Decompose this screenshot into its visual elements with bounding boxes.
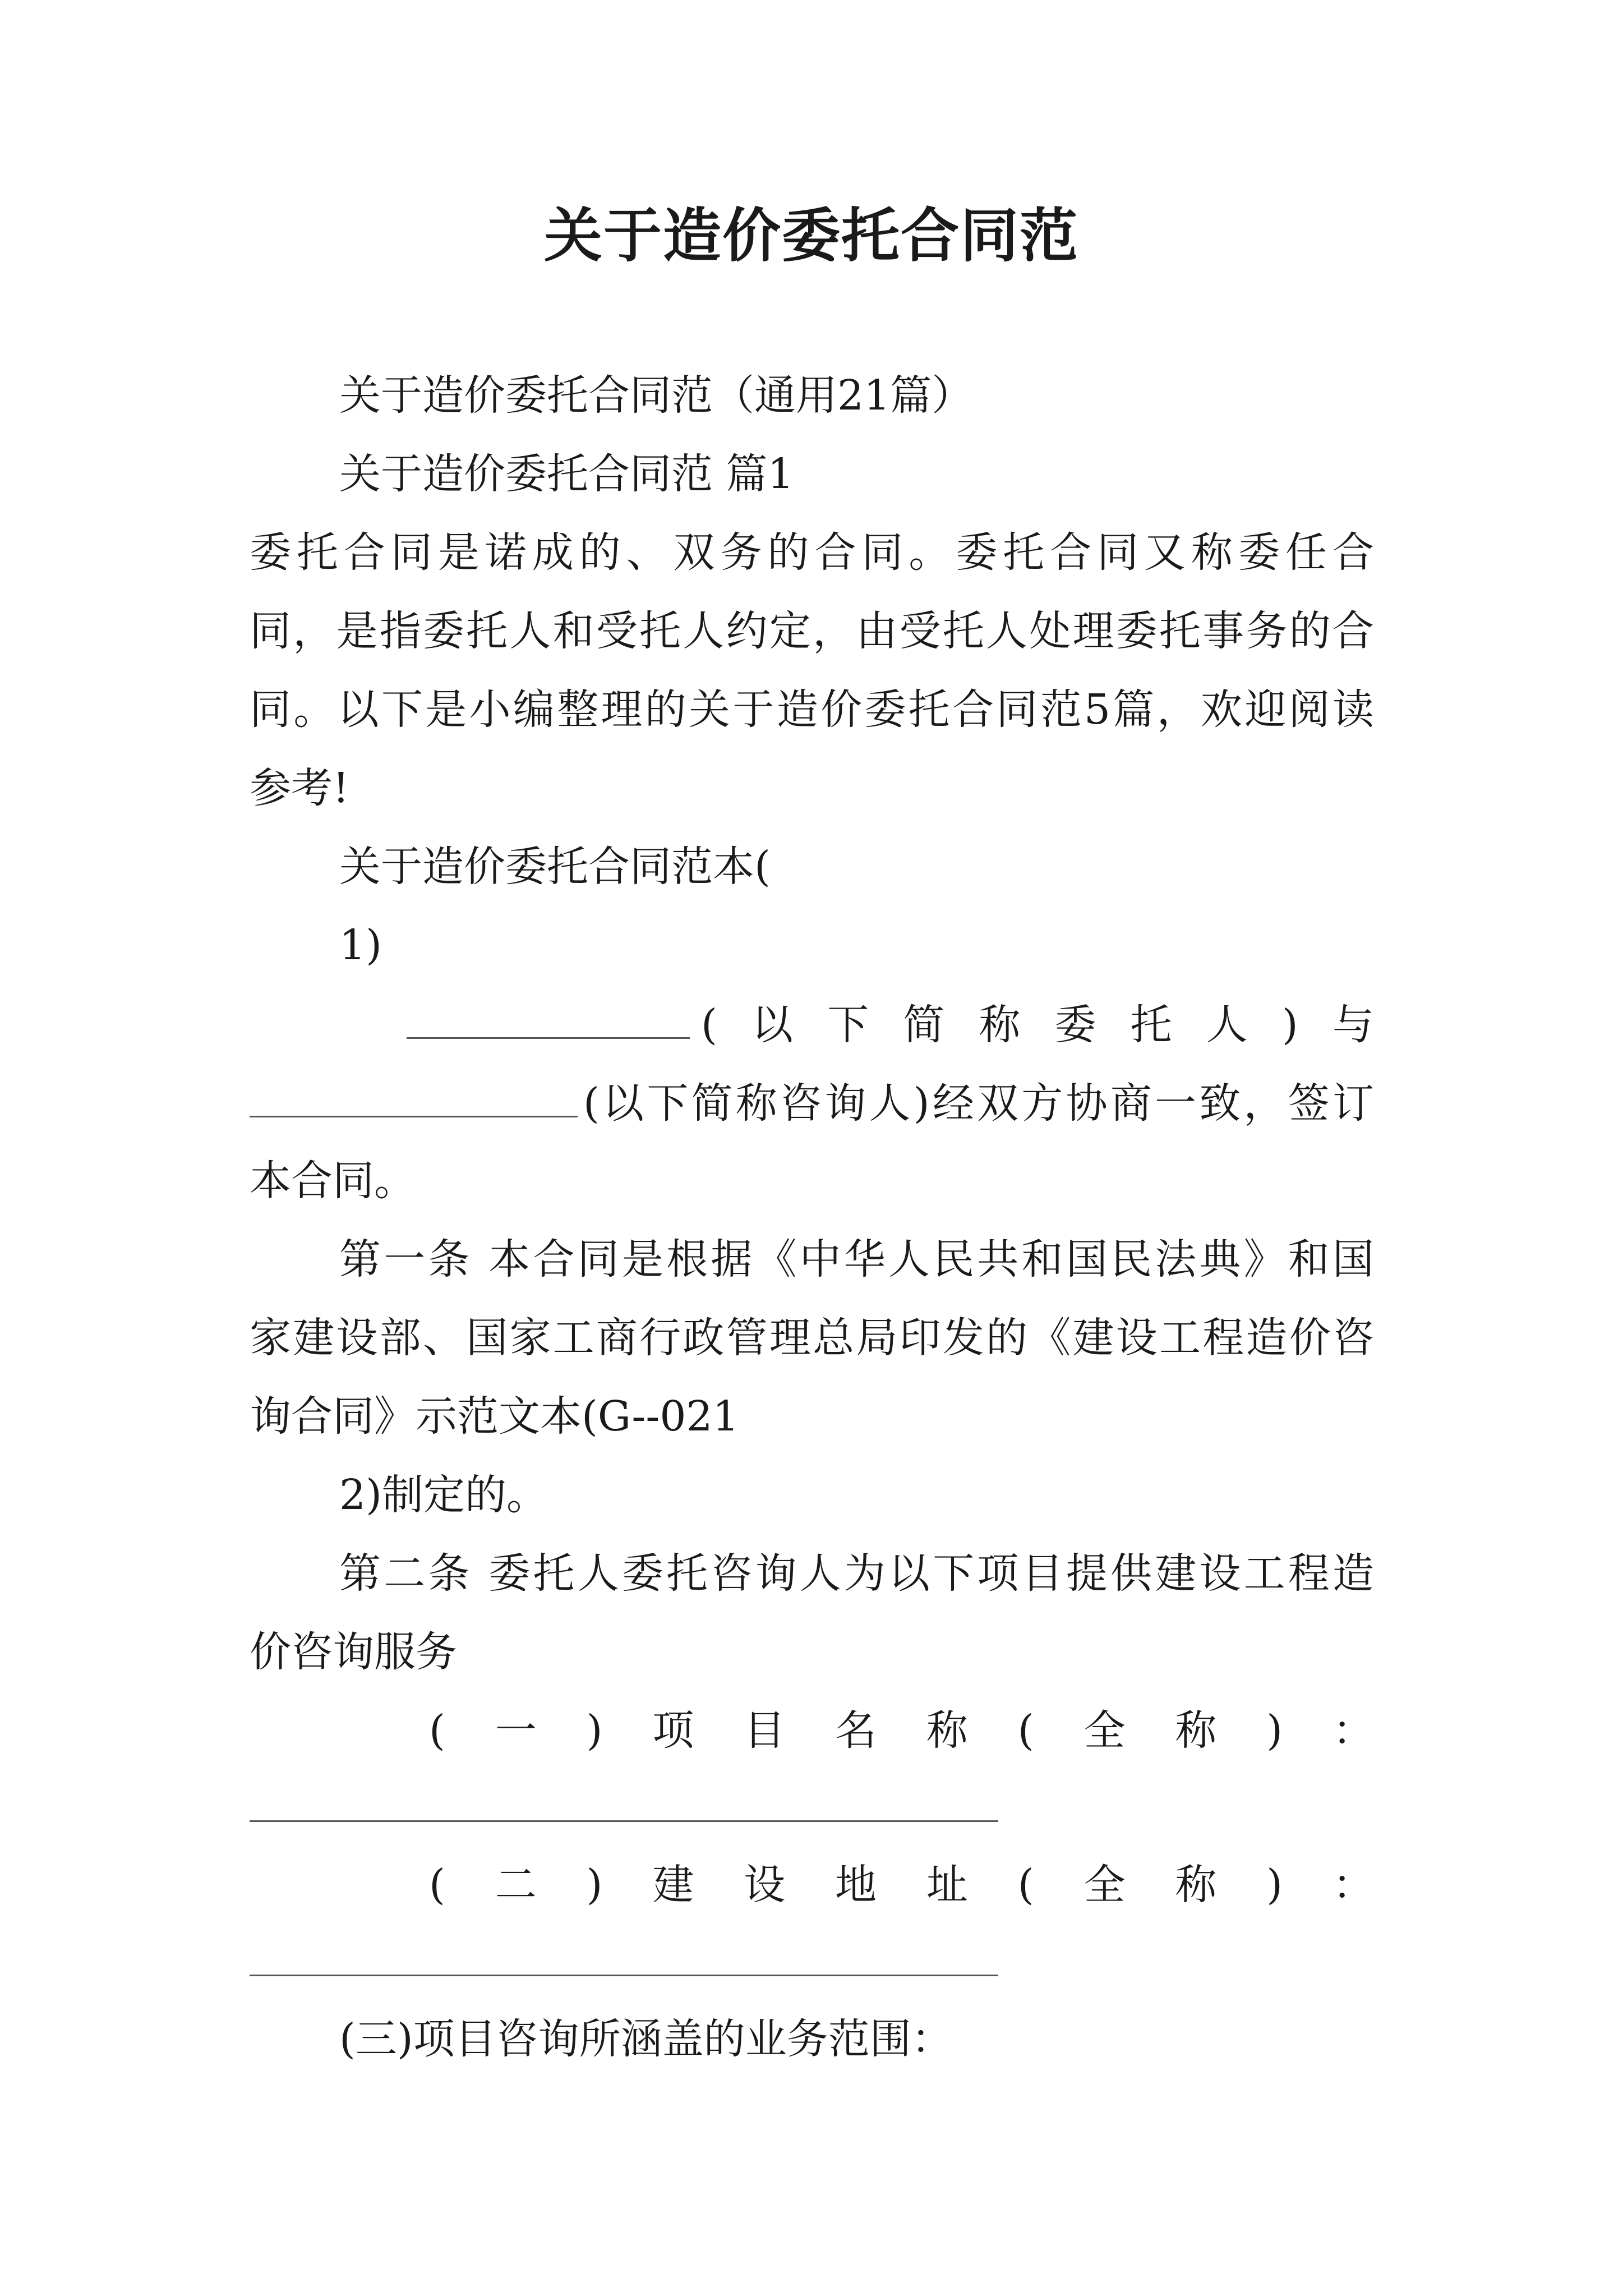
- char: 以: [751, 1001, 793, 1049]
- char: 与: [1332, 1001, 1374, 1049]
- char: ): [1266, 1861, 1283, 1909]
- intro-line-3: 同。以下是小编整理的关于造价委托合同范5篇，欢迎阅读: [250, 685, 1374, 734]
- char: 全: [1083, 1861, 1126, 1909]
- char: 目: [744, 1706, 786, 1755]
- party-line-1-text: [701, 997, 1374, 1053]
- char: 下: [827, 1001, 869, 1049]
- char: (: [701, 1001, 717, 1049]
- char: 地: [835, 1861, 877, 1909]
- char: ): [586, 1706, 603, 1755]
- char: 托: [1130, 1001, 1172, 1049]
- char: 人: [1206, 1001, 1248, 1049]
- article-1-line-2: 家建设部、国家工商行政管理总局印发的《建设工程造价咨: [250, 1314, 1374, 1362]
- article-1-tail: 2)制定的。: [339, 1471, 548, 1519]
- char: ): [586, 1861, 603, 1909]
- char: 名: [835, 1706, 877, 1755]
- char: 简: [903, 1001, 945, 1049]
- sample-number: 1): [339, 921, 382, 969]
- char: (: [1017, 1706, 1034, 1755]
- char: (: [429, 1861, 445, 1909]
- char: 称: [1175, 1861, 1217, 1909]
- article-2-line-2: 价咨询服务: [250, 1628, 457, 1676]
- intro-line-2: 同，是指委托人和受托人约定，由受托人处理委托事务的合: [250, 607, 1374, 655]
- section-heading: 关于造价委托合同范 篇1: [339, 450, 794, 498]
- char: ): [1281, 1001, 1298, 1049]
- intro-line-1: 委托合同是诺成的、双务的合同。委托合同又称委任合: [250, 528, 1374, 577]
- intro-line-4: 参考!: [250, 764, 349, 812]
- char: ：: [1332, 1861, 1374, 1909]
- char: 称: [1175, 1706, 1217, 1755]
- construction-address-blank: [250, 1975, 998, 1976]
- party-line-2-text: (以下简称咨询人)经双方协商一致，签订: [583, 1079, 1374, 1128]
- article-2-line-1: 第二条 委托人委托咨询人为以下项目提供建设工程造: [339, 1549, 1374, 1598]
- item-3-business-scope: (三)项目咨询所涵盖的业务范围：: [339, 2015, 953, 2063]
- item-1-project-name: [429, 1703, 1374, 1759]
- consultant-name-blank: [250, 1074, 578, 1117]
- char: 称: [979, 1001, 1021, 1049]
- char: 全: [1083, 1706, 1126, 1755]
- char: 项: [652, 1706, 694, 1755]
- char: 称: [926, 1706, 968, 1755]
- document-title: 关于造价委托合同范: [543, 201, 1079, 270]
- document-subtitle: 关于造价委托合同范（通用21篇）: [339, 371, 974, 420]
- char: ): [1266, 1706, 1283, 1755]
- char: 建: [652, 1861, 694, 1909]
- char: (: [429, 1706, 445, 1755]
- char: ：: [1332, 1706, 1374, 1755]
- article-1-line-1: 第一条 本合同是根据《中华人民共和国民法典》和国: [339, 1235, 1374, 1283]
- party-line-1: [407, 996, 1374, 1053]
- item-2-construction-address: [429, 1857, 1374, 1913]
- char: 址: [926, 1861, 968, 1909]
- project-name-blank: [250, 1820, 998, 1822]
- char: 二: [495, 1861, 537, 1909]
- sample-heading: 关于造价委托合同范本(: [339, 843, 771, 891]
- char: 设: [744, 1861, 786, 1909]
- party-line-3: 本合同。: [250, 1157, 416, 1205]
- article-1-line-3: 询合同》示范文本(G--021: [250, 1392, 739, 1441]
- client-name-blank: [407, 996, 690, 1039]
- char: (: [1017, 1861, 1034, 1909]
- party-line-2: [250, 1074, 1374, 1131]
- char: 一: [495, 1706, 537, 1755]
- char: 委: [1054, 1001, 1096, 1049]
